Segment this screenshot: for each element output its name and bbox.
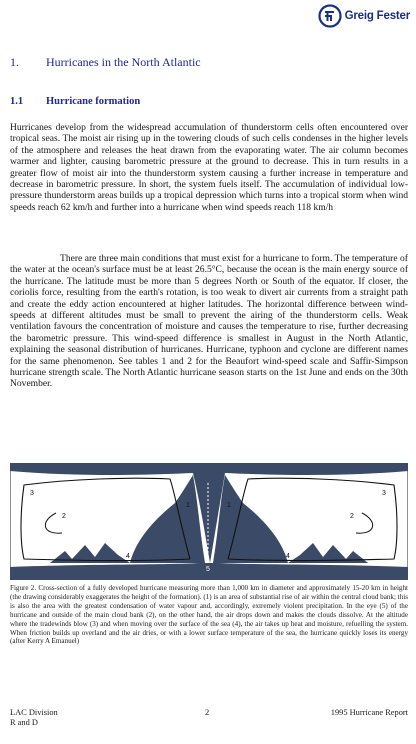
footer-division: LAC Division [10,708,58,717]
figure-label-1-right: 1 [227,502,231,509]
figure-caption: Figure 2. Cross-section of a fully developed hurricane measuring more than 1,000 km in diameter and approximately 15-20 km in height (the drawing considerably exaggerates the height of the formation). (1) is an area of substantial rise of air within the central cloud bank; this is also the area with the greatest condensation of water vapour and, accordingly, extremely violent precipitation. In the eye (5) of the hurricane and outside of the main cloud bank (2), on the other hand, the air drops down and makes the clouds dissolve. At the altitude where the tradewinds blow (3) and when moving over the surface of the sea (4), the air takes up heat and moisture, refuelling the system. When friction builds up overland and the air dries, or with a lower surface temperature of the sea, the hurricane quickly loses its energy (after Kerry A Emanuel) [10,584,408,646]
footer-department: R and D [10,718,38,727]
subsection-heading [10,96,140,107]
greig-fester-logo-icon [318,4,342,28]
figure-label-5: 5 [206,566,210,573]
hurricane-cross-section-figure [10,463,408,580]
figure-label-4-right: 4 [286,553,290,560]
figure-label-1-left: 1 [186,502,190,509]
figure-label-3-left: 3 [30,490,34,497]
subsection-title: Hurricane formation [46,96,141,107]
section-title: Hurricanes in the North Atlantic [46,55,201,69]
paragraph-2: There are three main conditions that must exist for a hurricane to form. The temperature of the water at the ocean's surface must be at least 26.5°C, because the ocean is the main energy source of the hurricane. The latitude must be more than 5 degrees North or South of the equator. If closer, the coriolis force, resulting from the earth's rotation, is too weak to divert air currents from a straight path and create the eddy action encountered at higher latitudes. The horizontal difference between wind-speeds at different altitudes must be small to prevent the airing of the thunderstorm cells. Weak ventilation favours the concentration of moisture and causes the temperature to rise, further decreasing the barometric pressure. This wind-speed difference is smallest in August in the North Atlantic, explaining the seasonal distribution of hurricanes. Hurricane, typhoon and cyclone are different names for the same phenomenon. See tables 1 and 2 for the Beaufort wind-speed scale and Saffir-Simpson hurricane strength scale. The North Atlantic hurricane season starts on the 1st June and ends on the 30th November. [10,253,408,390]
paragraph-1: Hurricanes develop from the widespread accumulation of thunderstorm cells often encountered over tropical seas. The moist air rising up in the towering clouds of such cells condenses in the higher levels of the atmosphere and releases the heat drawn from the evaporating water. The air column becomes warmer and lighter, causing barometric pressure at the ground to decrease. This in turn results in a greater flow of moist air into the thunderstorm system causing a further increase in temperature and decrease in barometric pressure. In short, the system fuels itself. The accumulation of individual low-pressure thunderstorm areas builds up a tropical depression which turns into a tropical storm when wind speeds reach 62 km/h and further into a hurricane when wind speeds reach 118 km/h [10,122,408,213]
figure-label-4-left: 4 [126,553,130,560]
page-number: 2 [205,708,210,717]
section-heading [10,55,201,70]
figure-label-3-right: 3 [382,490,386,497]
figure-label-2-right: 2 [350,513,354,520]
subsection-number: 1.1 [10,96,24,107]
figure-label-2-left: 2 [62,513,66,520]
brand-logo [318,4,410,28]
section-number: 1. [10,55,19,69]
brand-name: Greig Fester [344,10,410,22]
footer-left [10,708,58,728]
footer-report-title: 1995 Hurricane Report [330,708,408,717]
